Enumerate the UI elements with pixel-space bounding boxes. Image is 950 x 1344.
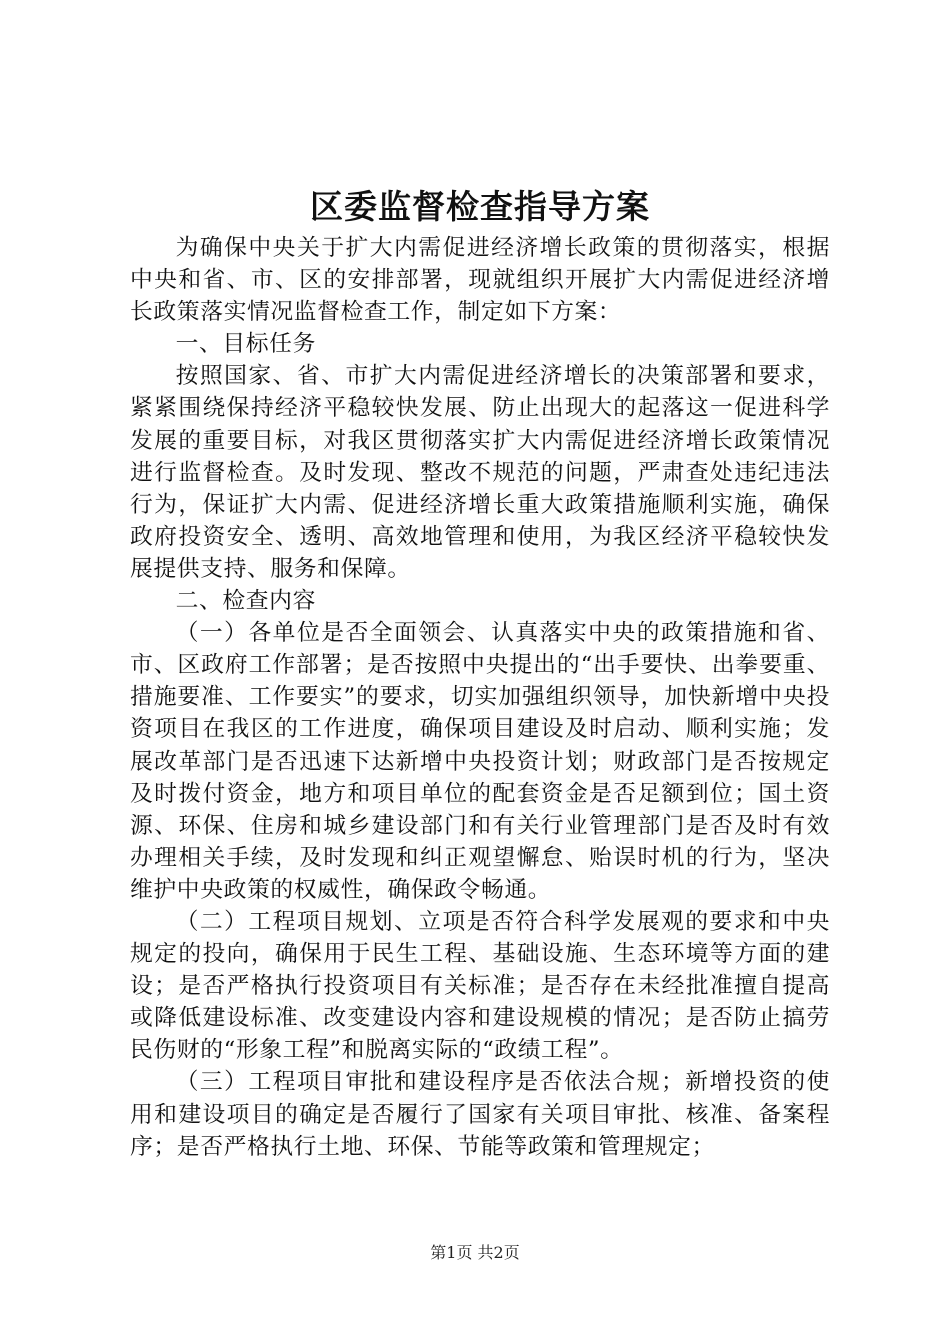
section-heading-goals: 一、目标任务 — [175, 331, 316, 358]
document-body — [130, 232, 830, 1163]
section-heading-inspection: 二、检查内容 — [175, 588, 316, 615]
inspection-item-2: （二）工程项目规划、立项是否符合科学发展观的要求和中央规定的投向，确保用于民生工程、基础设施、生态环境等方面的建设；是否严格执行投资项目有关标准；是否存在未经批准擅自提高或降低建设标准、改变建设内容和建设规模的情况；是否防止搞劳民伤财的“形象工程”和脱离实际的“政绩工程”。 — [130, 908, 830, 1064]
inspection-item-1: （一）各单位是否全面领会、认真落实中央的政策措施和省、市、区政府工作部署；是否按照中央提出的“出手要快、出拳要重、措施要准、工作要实”的要求，切实加强组织领导，加快新增中央投资项目在我区的工作进度，确保项目建设及时启动、顺利实施；发展改革部门是否迅速下达新增中央投资计划；财政部门是否按规定及时拨付资金，地方和项目单位的配套资金是否足额到位；国土资源、环保、住房和城乡建设部门和有关行业管理部门是否及时有效办理相关手续，及时发现和纠正观望懈怠、贻误时机的行为，坚决维护中央政策的权威性，确保政令畅通。 — [130, 620, 830, 903]
intro-paragraph: 为确保中央关于扩大内需促进经济增长政策的贯彻落实，根据中央和省、市、区的安排部署，现就组织开展扩大内需促进经济增长政策落实情况监督检查工作，制定如下方案： — [130, 235, 830, 326]
inspection-item-3: （三）工程项目审批和建设程序是否依法合规；新增投资的使用和建设项目的确定是否履行了国家有关项目审批、核准、备案程序；是否严格执行土地、环保、节能等政策和管理规定； — [130, 1069, 830, 1160]
document-title: 区委监督检查指导方案 — [310, 187, 650, 226]
page-footer: 第1页 共2页 — [430, 1243, 520, 1262]
goals-paragraph: 按照国家、省、市扩大内需促进经济增长的决策部署和要求，紧紧围绕保持经济平稳较快发展、防止出现大的起落这一促进科学发展的重要目标，对我区贯彻落实扩大内需促进经济增长政策情况进行监督检查。及时发现、整改不规范的问题，严肃查处违纪违法行为，保证扩大内需、促进经济增长重大政策措施顺利实施，确保政府投资安全、透明、高效地管理和使用，为我区经济平稳较快发展提供支持、服务和保障。 — [130, 363, 830, 582]
